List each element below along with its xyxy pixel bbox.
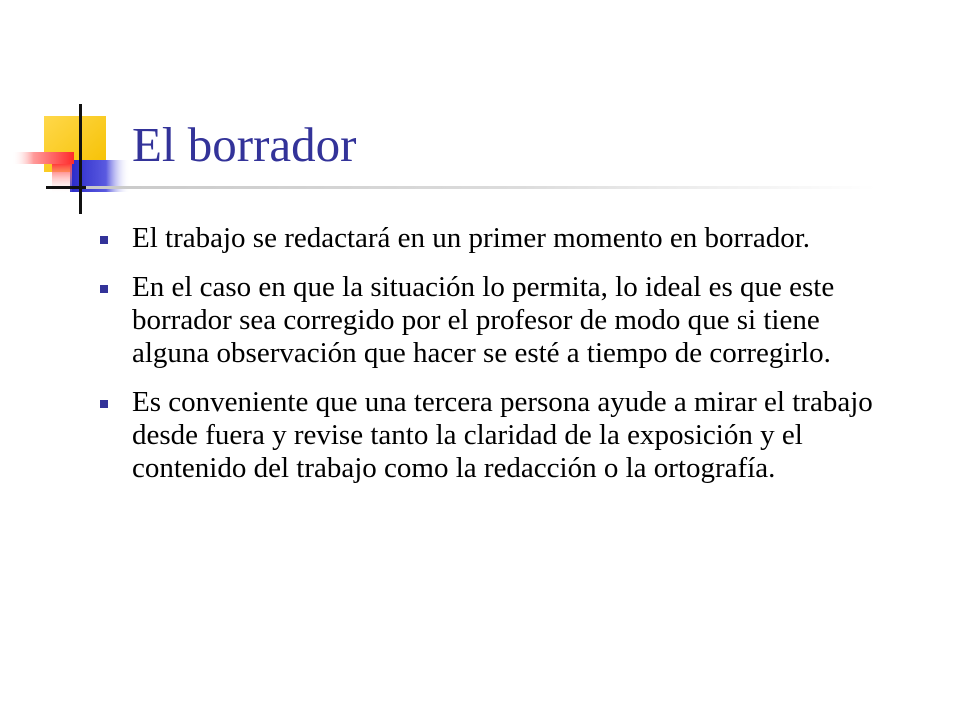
bullet-text: Es conveniente que una tercera persona ayude a mirar el trabajo desde fuera y revise tanto la claridad de la exposición y el contenido del trabajo como la redacción o la ortografía. bbox=[132, 386, 873, 484]
square-bullet-icon bbox=[100, 236, 108, 244]
bullet-list bbox=[100, 222, 890, 501]
square-bullet-icon bbox=[100, 400, 108, 408]
bullet-item bbox=[100, 386, 890, 485]
red-bar-shape bbox=[12, 152, 74, 164]
slide-title: El borrador bbox=[132, 117, 357, 172]
bullet-item bbox=[100, 271, 890, 370]
red-drip-shape bbox=[52, 164, 72, 194]
bullet-item bbox=[100, 222, 890, 255]
bullet-text: El trabajo se redactará en un primer momento en borrador. bbox=[132, 222, 811, 254]
bullet-text: En el caso en que la situación lo permita, lo ideal es que este borrador sea corregido por el profesor de modo que si tiene alguna observación que hacer se esté a tiempo de corregirlo. bbox=[132, 271, 835, 369]
title-divider bbox=[86, 186, 876, 189]
vertical-line-shape bbox=[79, 104, 82, 214]
square-bullet-icon bbox=[100, 285, 108, 293]
